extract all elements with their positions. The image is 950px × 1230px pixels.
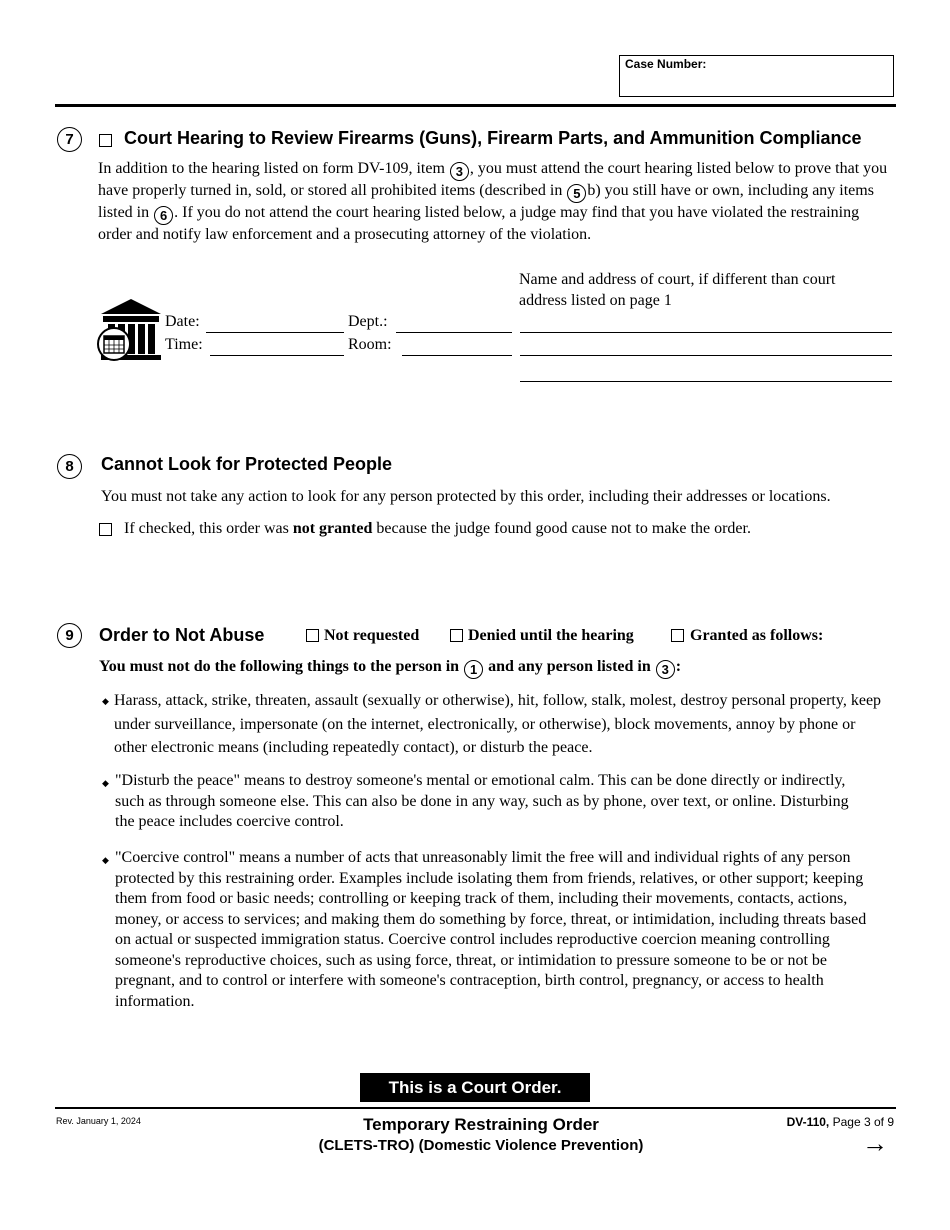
- form-id: DV-110,: [786, 1115, 830, 1129]
- bullet-icon: ◆: [102, 778, 109, 788]
- date-field[interactable]: [206, 332, 344, 333]
- not-requested-checkbox[interactable]: [306, 629, 319, 642]
- courthouse-calendar-icon: [97, 297, 161, 365]
- denied-until-hearing-label: Denied until the hearing: [468, 627, 634, 644]
- time-label: Time:: [165, 336, 203, 353]
- abuse-bullet-1: Harass, attack, strike, threaten, assault (sexually or otherwise), hit, follow, stalk, molest, destroy personal property, keep under surveillance, impersonate (on the internet, electronically, or otherwise), block movements, annoy by phone or other electronic means (including repeatedly contact), or disturb the peace.: [114, 692, 882, 756]
- denied-until-hearing-checkbox[interactable]: [450, 629, 463, 642]
- ref-item-6: 6: [154, 206, 173, 225]
- court-address-line-2[interactable]: [520, 355, 892, 356]
- ref-item-3: 3: [450, 162, 469, 181]
- date-label: Date:: [165, 313, 200, 330]
- ref-item-1: 1: [464, 660, 483, 679]
- dept-label: Dept.:: [348, 313, 388, 330]
- header-rule: [55, 104, 896, 107]
- ref-item-3b: 3: [656, 660, 675, 679]
- section7-checkbox[interactable]: [99, 134, 112, 147]
- room-field[interactable]: [402, 355, 512, 356]
- not-requested-label: Not requested: [324, 627, 420, 644]
- section9-intro: You must not do the following things to the person in 1 and any person listed in 3 :: [99, 658, 682, 677]
- time-field[interactable]: [210, 355, 344, 356]
- granted-as-follows-checkbox[interactable]: [671, 629, 684, 642]
- item-number-8: 8: [57, 454, 82, 479]
- form-page-id: [700, 1115, 894, 1129]
- page-number: Page 3 of 9: [832, 1115, 894, 1129]
- abuse-bullet-3: "Coercive control" means a number of acts that unreasonably limit the free will and individual rights of any person protected by this restraining order. Examples include isolating them from friends, relatives, or other support; keeping them from food or basic needs; controlling or keeping track of them, including their movements, contacts, actions, money, or access to services; and making them do something by force, threat, or intimidation, including threats based on actual or suspected immigration status. Coercive control includes reproductive coercion meaning controlling someone's reproductive choices, such as using force, threat, or intimidation to pressure someone to be or not be pregnant, and to control or interfere with someone's contraception, birth control, pregnancy, or access to health information.: [115, 849, 867, 1010]
- section8-title: Cannot Look for Protected People: [101, 454, 393, 474]
- section9-title: Order to Not Abuse: [99, 625, 265, 645]
- room-label: Room:: [348, 336, 392, 353]
- section8-check-text: If checked, this order was not granted because the judge found good cause not to make the order.: [124, 520, 751, 537]
- section7-paragraph: In addition to the hearing listed on form DV-109, item 3 , you must attend the court hearing listed below to prove that you have properly turned in, sold, or stored all prohibited items (described in 5 b) you still have or own, including any items listed in 6 . If you do not attend the court hearing listed below, a judge may find that you have violated the restraining order and notify law enforcement and a prosecuting attorney of the violation.: [98, 160, 888, 243]
- court-address-label: Name and address of court, if different than court address listed on page 1: [519, 271, 836, 309]
- court-address-line-3[interactable]: [520, 381, 892, 382]
- court-order-banner: This is a Court Order.: [360, 1073, 590, 1102]
- case-number-label: Case Number:: [625, 57, 707, 71]
- abuse-bullet-2: "Disturb the peace" means to destroy someone's mental or emotional calm. This can be done directly or indirectly, such as through someone else. This can also be done in any way, such as by phone, over text, or online. Disturbing the peace includes coercive control.: [115, 772, 849, 830]
- bullet-icon: ◆: [102, 855, 109, 865]
- bullet-icon: ◆: [102, 696, 109, 706]
- section7-title: Court Hearing to Review Firearms (Guns), Firearm Parts, and Ammunition Compliance: [124, 128, 862, 148]
- court-address-line-1[interactable]: [520, 332, 892, 333]
- footer-rule: [55, 1107, 896, 1109]
- ref-item-5: 5: [567, 184, 586, 203]
- revision-date: Rev. January 1, 2024: [56, 1116, 141, 1126]
- form-subtitle: (CLETS-TRO) (Domestic Violence Prevention): [318, 1137, 644, 1154]
- section8-not-granted-checkbox[interactable]: [99, 523, 112, 536]
- dept-field[interactable]: [396, 332, 512, 333]
- form-title: Temporary Restraining Order: [363, 1115, 599, 1134]
- granted-as-follows-label: Granted as follows:: [690, 627, 824, 644]
- case-number-box[interactable]: [619, 55, 894, 97]
- item-number-9: 9: [57, 623, 82, 648]
- item-number-7: 7: [57, 127, 82, 152]
- section8-text: You must not take any action to look for any person protected by this order, including their addresses or locations.: [101, 488, 831, 505]
- next-page-arrow-icon[interactable]: →: [862, 1128, 888, 1158]
